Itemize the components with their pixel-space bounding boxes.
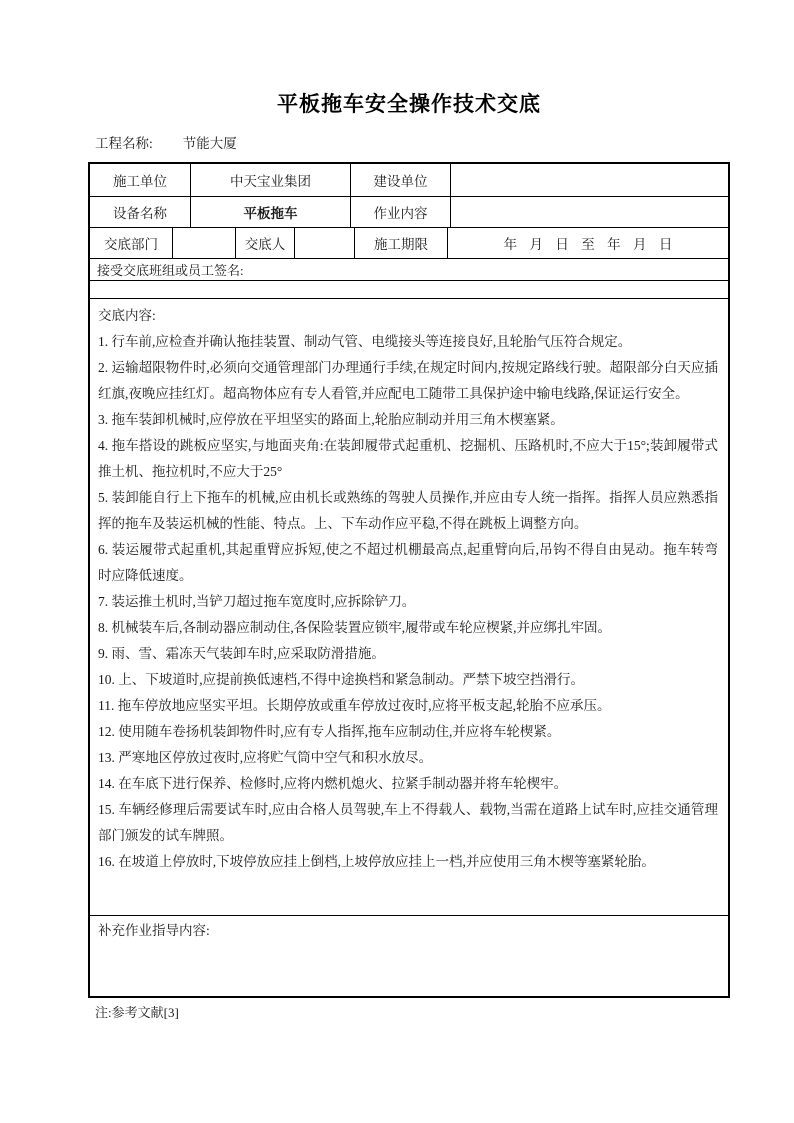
discloser-label-cell: 交底人	[235, 228, 294, 258]
disclosure-dept-label-cell: 交底部门	[104, 237, 158, 252]
content-item-13: 13. 严寒地区停放过夜时,应将贮气筒中空气和积水放尽。	[98, 750, 433, 765]
supplement-content-cell: 补充作业指导内容:	[98, 923, 210, 938]
signature-label-cell: 接受交底班组或员工签名:	[97, 263, 244, 278]
equipment-name-value-cell: 平板拖车	[190, 197, 350, 227]
footer-note: 注:参考文献[3]	[95, 1005, 179, 1020]
equipment-name-label-cell: 设备名称	[113, 206, 167, 221]
work-content-label-cell: 作业内容	[350, 197, 450, 227]
supplement-row	[90, 916, 728, 996]
table-row	[90, 197, 728, 228]
page-title: 平板拖车安全操作技术交底	[277, 93, 541, 116]
discloser-value-cell	[294, 228, 354, 258]
table-row	[90, 164, 728, 197]
project-name-label: 工程名称:	[95, 136, 153, 151]
owner-unit-value-cell	[450, 164, 728, 196]
content-item-2: 2. 运输超限物件时,必须向交通管理部门办理通行手续,在规定时间内,按规定路线行驶。超限部分白天应插红旗,夜晚应挂红灯。超高物体应有专人看管,并应配电工随带工具保护途中输电线路,保证运行安全。	[98, 360, 718, 401]
content-item-15: 15. 车辆经修理后需要试车时,应由合格人员驾驶,车上不得载人、载物,当需在道路上试车时,应挂交通管理部门颁发的试车牌照。	[98, 802, 718, 843]
content-item-12: 12. 使用随车卷扬机装卸物件时,应有专人指挥,拖车应制动住,并应将车轮楔紧。	[98, 724, 561, 739]
content-item-3: 3. 拖车装卸机械时,应停放在平坦坚实的路面上,轮胎应制动并用三角木楔塞紧。	[98, 412, 564, 427]
signature-blank-cell	[90, 281, 728, 298]
signature-blank-row	[90, 281, 728, 299]
construction-unit-value-cell: 中天宝业集团	[190, 164, 350, 196]
project-name-line	[95, 136, 730, 151]
project-name-value: 节能大厦	[182, 136, 237, 151]
construction-unit-label-cell: 施工单位	[113, 174, 167, 189]
content-item-7: 7. 装运推土机时,当铲刀超过拖车宽度时,应拆除铲刀。	[98, 594, 416, 609]
construction-period-value-cell: 年 月 日 至 年 月 日	[447, 228, 728, 258]
table-row	[90, 228, 728, 259]
content-item-4: 4. 拖车搭设的跳板应坚实,与地面夹角:在装卸履带式起重机、挖掘机、压路机时,不应大于15°;装卸履带式推土机、拖拉机时,不应大于25°	[98, 438, 718, 479]
content-item-6: 6. 装运履带式起重机,其起重臂应拆短,使之不超过机棚最高点,起重臂向后,吊钩不得自由晃动。拖车转弯时应降低速度。	[98, 542, 718, 583]
construction-period-label-cell: 施工期限	[354, 228, 447, 258]
content-label: 交底内容:	[98, 308, 156, 323]
work-content-value-cell	[450, 197, 728, 227]
content-item-9: 9. 雨、雪、霜冻天气装卸车时,应采取防滑措施。	[98, 646, 385, 661]
owner-unit-label-cell: 建设单位	[350, 164, 450, 196]
content-item-10: 10. 上、下坡道时,应提前换低速档,不得中途换档和紧急制动。严禁下坡空挡滑行。	[98, 672, 584, 687]
content-item-1: 1. 行车前,应检查并确认拖挂装置、制动气管、电缆接头等连接良好,且轮胎气压符合规定。	[98, 334, 632, 349]
disclosure-content-cell	[90, 299, 728, 915]
content-item-5: 5. 装卸能自行上下拖车的机械,应由机长或熟练的驾驶人员操作,并应由专人统一指挥。指挥人员应熟悉指挥的拖车及装运机械的性能、特点。上、下车动作应平稳,不得在跳板上调整方向。	[98, 490, 718, 531]
content-item-14: 14. 在车底下进行保养、检修时,应将内燃机熄火、拉紧手制动器并将车轮楔牢。	[98, 776, 568, 791]
disclosure-content-row	[90, 299, 728, 916]
content-item-8: 8. 机械装车后,各制动器应制动住,各保险装置应锁牢,履带或车轮应楔紧,并应绑扎牢固。	[98, 620, 611, 635]
disclosure-form-table	[88, 162, 730, 998]
content-item-16: 16. 在坡道上停放时,下坡停放应挂上倒档,上坡停放应挂上一档,并应使用三角木楔等塞紧轮胎。	[98, 854, 655, 869]
signature-row	[90, 259, 728, 281]
disclosure-dept-value-cell	[172, 228, 235, 258]
content-item-11: 11. 拖车停放地应坚实平坦。长期停放或重车停放过夜时,应将平板支起,轮胎不应承压。	[98, 698, 611, 713]
